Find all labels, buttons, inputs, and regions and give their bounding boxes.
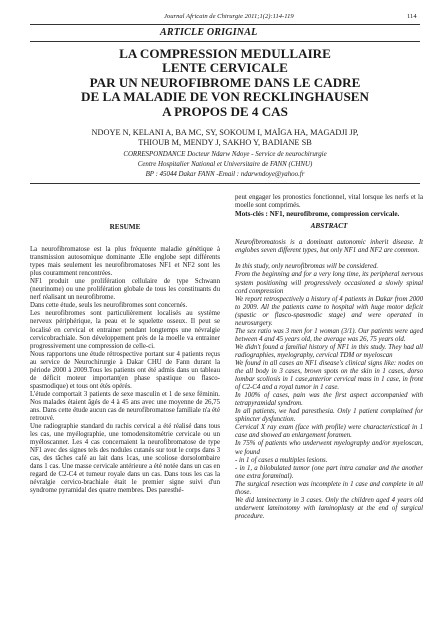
title-line: LA COMPRESSION MEDULLAIRE	[119, 46, 331, 61]
abstract-paragraph: We report retrospectively a history of 4 patients in Dakar from 2000 to 2009. All the patients came to hospital with huge motor deficit (spastic or flasco-spasmodic stage) and were operated in neurosurgery.	[235, 295, 423, 327]
abstract-body	[235, 239, 423, 521]
abstract-paragraph: We found in all cases an NF1 disease's clinical signs like: nodes on the all body in 3 cases, brown spots on the skin in 1 cases, dorso lombar scoliosis in 1 case,anterior cervical mass in 1 case, in front of C2-C4 and a royal tumor in 1 case.	[235, 360, 423, 392]
abstract-paragraph: From the beginning and for a very long time, its peripheral nervous system positioning will progressively occasioned a slowly spinal cord compression	[235, 271, 423, 295]
title-line: LENTE CERVICALE	[162, 60, 288, 76]
paragraph-gap	[235, 255, 423, 263]
title-line: DE LA MALADIE DE VON RECKLINGHAUSEN	[81, 89, 369, 105]
resume-paragraph: La neurofibromatose est la plus fréquente maladie génétique à transmission autosomique dominante .Elle englobe sept différents types mais seulement les neurofibromatoses NF1 et NF2 sont les plus couramment rencontrées.	[30, 246, 220, 278]
abstract-paragraph: In this study, only neurofibromas will be considered.	[235, 263, 379, 271]
abstract-paragraph: Cervical X ray exam (face with profile) were charactericstical in 1 case and showed an enlargement foramen.	[235, 424, 423, 440]
title-rule	[30, 41, 420, 42]
resume-paragraph: Nous rapportons une étude rétrospective portant sur 4 patients reçus au service de Neurochirurgie à Dakar CHU de Fann durant la période 2000 à 2009.Tous les patients ont été admis dans un tableau de déficit moteur important(en phase spastique ou flasco-spasmodique) et tous ont étés opérés.	[30, 350, 220, 390]
correspondence-line: CORRESPONDANCE Docteur Ndarw Ndoye - Service de neurochirurgie	[123, 151, 327, 158]
abstract-paragraph: We didn't found a familial history of NF1 in this study. They had all radiographies, myelography, cervical TDM or myeloscan	[235, 343, 423, 359]
article-title	[30, 47, 420, 119]
resume-paragraph: Une radiographie standard du rachis cervical a été réalisé dans tous les cas, une myélographie, une tomodensitométrie cervicale ou un myéloscanner. Les 4 cas concernaient la neurofibromatose de type NF1 avec des signes tels des nodules cutanés sur tout le corps dans 3 cas, des tâches café au lait dans 1cas, une scoliose dorsolombaire dans 1 cas. Une masse cervicale antérieure a été notée dans un cas en regard de C2-C4 et tumeur royale dans un cas. Dans tous les cas la névralgie cervico-brachiale était le premier signe suivi d'un syndrome pyramidal des quatre membres. Des paresthé-	[30, 423, 220, 495]
correspondence-line: BP : 45044 Dakar FANN -Email : ndarwndoye@yahoo.fr	[145, 170, 305, 178]
resume-continuation: peut engager les pronostics fonctionnel, vital lorsque les nerfs et la moelle sont comprimés.	[235, 194, 423, 210]
correspondence-line: Centre Hospitalier National et Universitaire de FANN (CHNU)	[137, 160, 313, 168]
title-line: A PROPOS DE 4 CAS	[162, 103, 288, 119]
abstract-paragraph: In 100% of cases, pain was the first aspect accompanied with tetrapyramidal syndrom.	[235, 392, 423, 408]
body-rule	[30, 183, 420, 184]
keywords: Mots-clés : NF1, neurofibrome, compression cervicale.	[235, 210, 400, 219]
resume-paragraph: Dans cette étude, seuls les neurofibromes sont concernés.	[30, 302, 188, 310]
author-line: NDOYE N, KELANI A, BA MC, SY, SOKOUM I, MAÏGA HA, MAGADJI JP,	[91, 128, 359, 137]
journal-citation: Journal Africain de Chirurgie 2011;1(2):114-119	[164, 13, 294, 20]
resume-paragraph: L'étude comportait 3 patients de sexe masculin et 1 de sexe féminin. Nos malades étaient âgés de 4 à 45 ans avec une moyenne de 26,75 ans. Dans cette étude aucun cas de neurofibromatose familiale n'a été retrouvé.	[30, 390, 220, 423]
resume-paragraph: NF1 produit une prolifération cellulaire de type Schwann (neurinome) ou une prolifération globale de tous les constituants du nerf réalisant un neurofibrome.	[30, 278, 220, 302]
correspondence-block	[30, 150, 420, 180]
left-column	[30, 223, 220, 496]
abstract-paragraph: Neurofibromatosis is a dominant autonomic inherit disease. It englobes seven different types, but only NF1 and NF2 are common.	[235, 239, 423, 255]
abstract-paragraph: The sex ratio was 3 men for 1 woman (3/1). Our patients were aged between 4 and 45 years old, the average was 26, 75 years old.	[235, 327, 423, 343]
author-list	[30, 128, 420, 149]
abstract-paragraph: The surgical resection was incomplete in 1 case and complete in all those.	[235, 480, 423, 496]
header-rule	[30, 24, 420, 25]
abstract-paragraph: In 75% of patients who underwent myelography and/or myeloscan, we found	[235, 440, 423, 456]
resume-heading: RESUME	[109, 223, 141, 231]
abstract-paragraph: - in 1 of cases a multiples lesions.	[235, 456, 328, 464]
page-number: 114	[407, 13, 417, 20]
article-type-label: ARTICLE ORIGINAL	[160, 27, 258, 38]
abstract-paragraph: In all patients, we had paresthesia. Only 1 patient complained for sphincter dysfunction.	[235, 408, 423, 424]
author-line: THIOUB M, MENDY J, SAKHO Y, BADIANE SB	[138, 138, 312, 148]
abstract-heading: ABSTRACT	[310, 222, 348, 231]
title-line: PAR UN NEUROFIBROME DANS LE CADRE	[89, 74, 361, 90]
abstract-paragraph: - in 1, a bilobulated tumor (one part intra canalar and the another one extra foraminal).	[235, 464, 423, 480]
resume-paragraph: Les neurofibromes sont particulièrement localisés au système nerveux périphérique, la peau et le squelette osseux. Il peut se localisé en cervical et entrainer pendant longtemps une névralgie cervicobrachiale. Son développement près de la moelle va entrainer progressivement une compression de celle-ci.	[30, 310, 220, 350]
right-column	[235, 194, 423, 521]
abstract-paragraph: We did laminectomy in 3 cases. Only the children aged 4 years old underwent laminotomy with laminoplasty at the end of surgical procedure.	[235, 496, 423, 520]
